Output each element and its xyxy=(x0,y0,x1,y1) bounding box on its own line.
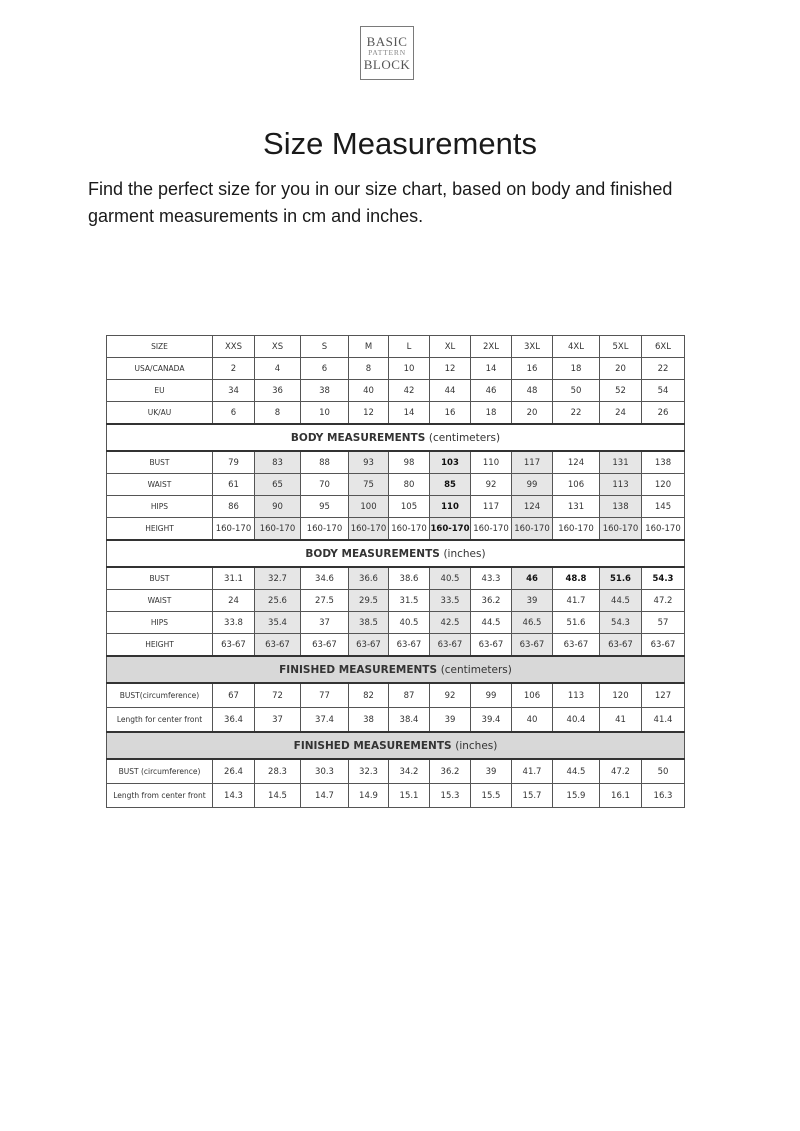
table-cell: 63-67 xyxy=(471,634,512,657)
table-cell: 80 xyxy=(389,474,430,496)
section-heading-text: BODY MEASUREMENTS xyxy=(305,547,440,560)
table-cell: 41.7 xyxy=(553,590,600,612)
table-cell: 39 xyxy=(471,759,512,784)
table-cell: 160-170 xyxy=(255,518,301,541)
table-cell: 40.4 xyxy=(553,708,600,733)
table-cell: 14 xyxy=(471,358,512,380)
section-heading-unit: (inches) xyxy=(443,547,486,560)
table-cell: 14.5 xyxy=(255,784,301,808)
table-cell: 15.7 xyxy=(512,784,553,808)
table-cell: 16 xyxy=(430,402,471,425)
table-cell: 120 xyxy=(600,683,642,708)
table-cell: 63-67 xyxy=(430,634,471,657)
table-cell: 6XL xyxy=(642,336,685,358)
table-cell: 33.5 xyxy=(430,590,471,612)
table-row xyxy=(107,496,685,518)
row-label: Length from center front xyxy=(107,784,213,808)
table-cell: 63-67 xyxy=(349,634,389,657)
table-cell: 3XL xyxy=(512,336,553,358)
table-cell: 34.2 xyxy=(389,759,430,784)
table-cell: 100 xyxy=(349,496,389,518)
table-cell: 40.5 xyxy=(430,567,471,590)
table-cell: 83 xyxy=(255,451,301,474)
table-cell: 63-67 xyxy=(389,634,430,657)
table-cell: 14 xyxy=(389,402,430,425)
section-heading xyxy=(107,656,685,683)
table-cell: 75 xyxy=(349,474,389,496)
table-cell: 63-67 xyxy=(642,634,685,657)
table-cell: 38.5 xyxy=(349,612,389,634)
table-cell: 27.5 xyxy=(301,590,349,612)
table-row xyxy=(107,784,685,808)
table-cell: 160-170 xyxy=(642,518,685,541)
table-cell: 14.9 xyxy=(349,784,389,808)
table-cell: 63-67 xyxy=(512,634,553,657)
table-cell: 52 xyxy=(600,380,642,402)
table-cell: 93 xyxy=(349,451,389,474)
section-header-row xyxy=(107,732,685,759)
table-cell: 30.3 xyxy=(301,759,349,784)
table-cell: 41.7 xyxy=(512,759,553,784)
table-cell: 24 xyxy=(213,590,255,612)
table-cell: 160-170 xyxy=(430,518,471,541)
table-cell: 40.5 xyxy=(389,612,430,634)
logo-line-2: PATTERN xyxy=(368,48,406,58)
table-cell: 40 xyxy=(512,708,553,733)
table-cell: 10 xyxy=(389,358,430,380)
brand-logo xyxy=(360,26,414,80)
section-heading xyxy=(107,732,685,759)
table-cell: 32.7 xyxy=(255,567,301,590)
table-cell: 37 xyxy=(301,612,349,634)
table-cell: 15.1 xyxy=(389,784,430,808)
table-cell: 61 xyxy=(213,474,255,496)
page-title: Size Measurements xyxy=(263,126,537,161)
table-cell: 160-170 xyxy=(600,518,642,541)
table-cell: 87 xyxy=(389,683,430,708)
table-cell: 103 xyxy=(430,451,471,474)
section-heading-text: FINISHED MEASUREMENTS xyxy=(279,663,438,676)
table-cell: 41 xyxy=(600,708,642,733)
table-cell: 42.5 xyxy=(430,612,471,634)
section-heading-unit: (centimeters) xyxy=(428,431,501,444)
row-label: BUST xyxy=(107,451,213,474)
table-cell: 160-170 xyxy=(349,518,389,541)
table-cell: 70 xyxy=(301,474,349,496)
table-cell: 36.2 xyxy=(430,759,471,784)
table-cell: 38.6 xyxy=(389,567,430,590)
table-cell: 105 xyxy=(389,496,430,518)
table-cell: 26 xyxy=(642,402,685,425)
table-cell: 4XL xyxy=(553,336,600,358)
table-cell: 79 xyxy=(213,451,255,474)
table-cell: 6 xyxy=(301,358,349,380)
table-cell: 36.6 xyxy=(349,567,389,590)
row-label: HEIGHT xyxy=(107,634,213,657)
table-cell: 77 xyxy=(301,683,349,708)
table-cell: 110 xyxy=(471,451,512,474)
table-cell: 2XL xyxy=(471,336,512,358)
table-row xyxy=(107,759,685,784)
table-cell: 160-170 xyxy=(553,518,600,541)
table-cell: 8 xyxy=(349,358,389,380)
table-cell: 16.3 xyxy=(642,784,685,808)
table-cell: 32.3 xyxy=(349,759,389,784)
table-cell: 22 xyxy=(642,358,685,380)
table-cell: 39 xyxy=(512,590,553,612)
section-header-row xyxy=(107,540,685,567)
logo-line-1: BASIC xyxy=(366,34,408,50)
table-cell: 44.5 xyxy=(600,590,642,612)
table-cell: 44.5 xyxy=(553,759,600,784)
table-cell: 92 xyxy=(471,474,512,496)
table-cell: 37 xyxy=(255,708,301,733)
section-heading-unit: (centimeters) xyxy=(440,663,512,676)
table-row xyxy=(107,634,685,657)
table-row xyxy=(107,380,685,402)
table-cell: 95 xyxy=(301,496,349,518)
section-heading-text: FINISHED MEASUREMENTS xyxy=(293,739,452,752)
table-cell: 15.3 xyxy=(430,784,471,808)
table-cell: S xyxy=(301,336,349,358)
table-cell: 65 xyxy=(255,474,301,496)
table-cell: 57 xyxy=(642,612,685,634)
table-cell: 72 xyxy=(255,683,301,708)
logo-line-3: BLOCK xyxy=(363,56,411,72)
table-cell: 44 xyxy=(430,380,471,402)
table-cell: 41.4 xyxy=(642,708,685,733)
row-label: HIPS xyxy=(107,612,213,634)
table-cell: 50 xyxy=(642,759,685,784)
row-label: EU xyxy=(107,380,213,402)
table-cell: 46 xyxy=(471,380,512,402)
table-cell: 38 xyxy=(349,708,389,733)
table-cell: 24 xyxy=(600,402,642,425)
table-cell: 113 xyxy=(553,683,600,708)
intro-text: Find the perfect size for you in our size chart, based on body and finished garment measurements in cm and inches. xyxy=(88,179,673,226)
table-cell: 16.1 xyxy=(600,784,642,808)
table-cell: 43.3 xyxy=(471,567,512,590)
table-cell: 20 xyxy=(600,358,642,380)
table-cell: 39.4 xyxy=(471,708,512,733)
row-label: SIZE xyxy=(107,336,213,358)
table-cell: 12 xyxy=(349,402,389,425)
table-row xyxy=(107,567,685,590)
table-cell: 22 xyxy=(553,402,600,425)
table-cell: 5XL xyxy=(600,336,642,358)
table-row xyxy=(107,358,685,380)
table-cell: 29.5 xyxy=(349,590,389,612)
table-cell: 99 xyxy=(471,683,512,708)
table-cell: 131 xyxy=(600,451,642,474)
table-cell: 28.3 xyxy=(255,759,301,784)
table-cell: 10 xyxy=(301,402,349,425)
section-header-row xyxy=(107,656,685,683)
row-label: HEIGHT xyxy=(107,518,213,541)
table-cell: 113 xyxy=(600,474,642,496)
table-cell: 42 xyxy=(389,380,430,402)
row-label: WAIST xyxy=(107,590,213,612)
table-cell: 37.4 xyxy=(301,708,349,733)
section-heading xyxy=(107,424,685,451)
table-cell: 86 xyxy=(213,496,255,518)
table-cell: 6 xyxy=(213,402,255,425)
section-heading xyxy=(107,540,685,567)
table-cell: 47.2 xyxy=(642,590,685,612)
table-cell: 48 xyxy=(512,380,553,402)
table-cell: 34.6 xyxy=(301,567,349,590)
table-cell: 63-67 xyxy=(213,634,255,657)
table-cell: 160-170 xyxy=(301,518,349,541)
table-row xyxy=(107,474,685,496)
table-cell: 106 xyxy=(512,683,553,708)
table-cell: 117 xyxy=(471,496,512,518)
section-header-row xyxy=(107,424,685,451)
row-label: BUST xyxy=(107,567,213,590)
table-row xyxy=(107,336,685,358)
table-cell: 44.5 xyxy=(471,612,512,634)
table-row xyxy=(107,451,685,474)
table-cell: 40 xyxy=(349,380,389,402)
table-cell: 98 xyxy=(389,451,430,474)
table-cell: 15.9 xyxy=(553,784,600,808)
table-cell: 63-67 xyxy=(301,634,349,657)
table-cell: 31.1 xyxy=(213,567,255,590)
table-cell: 18 xyxy=(553,358,600,380)
table-cell: 33.8 xyxy=(213,612,255,634)
table-cell: 8 xyxy=(255,402,301,425)
table-cell: 38 xyxy=(301,380,349,402)
table-cell: 120 xyxy=(642,474,685,496)
size-chart-table xyxy=(106,335,685,808)
table-cell: 39 xyxy=(430,708,471,733)
row-label: UK/AU xyxy=(107,402,213,425)
table-cell: 36 xyxy=(255,380,301,402)
table-cell: 117 xyxy=(512,451,553,474)
table-cell: 14.7 xyxy=(301,784,349,808)
table-cell: 131 xyxy=(553,496,600,518)
table-cell: 2 xyxy=(213,358,255,380)
table-cell: 90 xyxy=(255,496,301,518)
table-cell: 88 xyxy=(301,451,349,474)
table-cell: 51.6 xyxy=(553,612,600,634)
table-cell: XS xyxy=(255,336,301,358)
table-cell: M xyxy=(349,336,389,358)
table-cell: 63-67 xyxy=(255,634,301,657)
table-row xyxy=(107,683,685,708)
table-cell: 48.8 xyxy=(553,567,600,590)
table-cell: 99 xyxy=(512,474,553,496)
table-cell: 12 xyxy=(430,358,471,380)
table-cell: 160-170 xyxy=(512,518,553,541)
row-label: USA/CANADA xyxy=(107,358,213,380)
table-cell: XXS xyxy=(213,336,255,358)
table-cell: 124 xyxy=(553,451,600,474)
table-cell: 67 xyxy=(213,683,255,708)
row-label: HIPS xyxy=(107,496,213,518)
table-cell: 106 xyxy=(553,474,600,496)
table-cell: 15.5 xyxy=(471,784,512,808)
table-row xyxy=(107,612,685,634)
table-cell: 31.5 xyxy=(389,590,430,612)
table-cell: 85 xyxy=(430,474,471,496)
table-cell: 36.4 xyxy=(213,708,255,733)
table-row xyxy=(107,518,685,541)
table-cell: 138 xyxy=(600,496,642,518)
table-row xyxy=(107,590,685,612)
table-cell: 54.3 xyxy=(600,612,642,634)
table-cell: 54 xyxy=(642,380,685,402)
table-cell: 63-67 xyxy=(553,634,600,657)
row-label: BUST (circumference) xyxy=(107,759,213,784)
table-cell: 16 xyxy=(512,358,553,380)
section-heading-text: BODY MEASUREMENTS xyxy=(290,431,426,444)
table-cell: 110 xyxy=(430,496,471,518)
table-row xyxy=(107,708,685,733)
table-cell: 47.2 xyxy=(600,759,642,784)
table-cell: 145 xyxy=(642,496,685,518)
section-heading-unit: (inches) xyxy=(455,739,498,752)
table-row xyxy=(107,402,685,425)
table-cell: XL xyxy=(430,336,471,358)
table-cell: 54.3 xyxy=(642,567,685,590)
row-label: Length for center front xyxy=(107,708,213,733)
table-cell: L xyxy=(389,336,430,358)
table-cell: 46.5 xyxy=(512,612,553,634)
table-cell: 34 xyxy=(213,380,255,402)
row-label: WAIST xyxy=(107,474,213,496)
table-cell: 25.6 xyxy=(255,590,301,612)
table-cell: 138 xyxy=(642,451,685,474)
table-cell: 92 xyxy=(430,683,471,708)
table-cell: 38.4 xyxy=(389,708,430,733)
row-label: BUST(circumference) xyxy=(107,683,213,708)
table-cell: 160-170 xyxy=(389,518,430,541)
table-cell: 51.6 xyxy=(600,567,642,590)
table-cell: 26.4 xyxy=(213,759,255,784)
table-cell: 4 xyxy=(255,358,301,380)
table-cell: 50 xyxy=(553,380,600,402)
table-cell: 160-170 xyxy=(213,518,255,541)
table-cell: 18 xyxy=(471,402,512,425)
table-cell: 36.2 xyxy=(471,590,512,612)
table-cell: 14.3 xyxy=(213,784,255,808)
table-cell: 82 xyxy=(349,683,389,708)
table-cell: 20 xyxy=(512,402,553,425)
table-cell: 124 xyxy=(512,496,553,518)
table-cell: 160-170 xyxy=(471,518,512,541)
table-cell: 46 xyxy=(512,567,553,590)
table-cell: 127 xyxy=(642,683,685,708)
table-cell: 35.4 xyxy=(255,612,301,634)
table-cell: 63-67 xyxy=(600,634,642,657)
